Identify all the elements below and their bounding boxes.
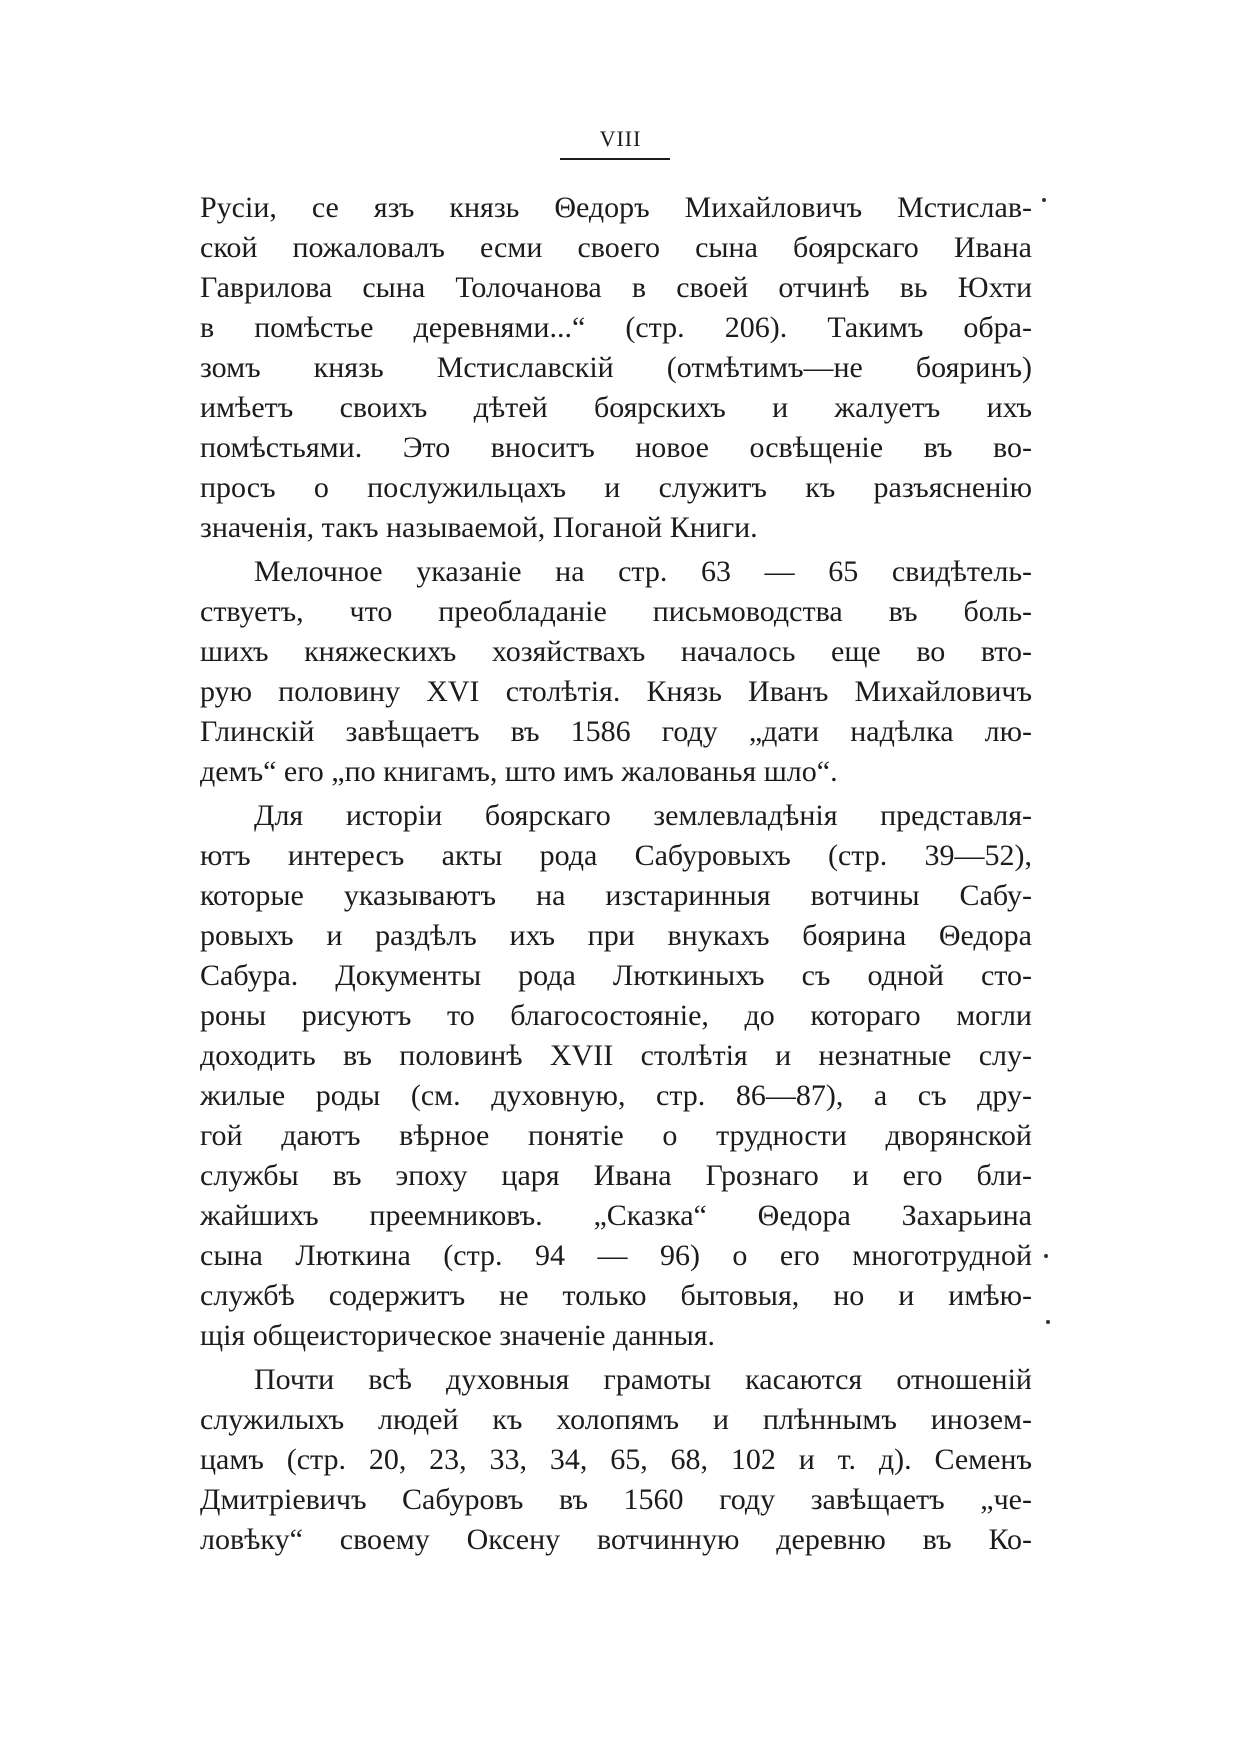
text-line: Дмитрiевичъ Сабуровъ въ 1560 году завѣщаетъ „че- xyxy=(200,1483,1032,1516)
text-line: Для исторiи боярскаго землевладѣнiя представля- xyxy=(254,799,1032,832)
text-line: просъ о послужильцахъ и служитъ къ разъясненiю xyxy=(200,471,1032,504)
text-line: щiя общеисторическое значенiе данныя. xyxy=(200,1319,716,1352)
text-line: служилыхъ людей къ холопямъ и плѣннымъ инозем- xyxy=(200,1403,1032,1436)
text-line: службы въ эпоху царя Ивана Грознаго и его бли- xyxy=(200,1159,1032,1192)
text-line: ствуетъ, что преобладанiе письмоводства въ боль- xyxy=(200,595,1032,628)
text-line: Сабура. Документы рода Люткиныхъ съ одной сто- xyxy=(200,959,1032,992)
text-line: роны рисуютъ то благосостоянiе, до котораго могли xyxy=(200,999,1032,1032)
text-line: службѣ содержитъ не только бытовыя, но и имѣю- xyxy=(200,1279,1032,1312)
text-line: жайшихъ преемниковъ. „Сказка“ Θедора Захарьина xyxy=(200,1199,1032,1232)
text-line: ловѣку“ своему Оксену вотчинную деревню въ Ко- xyxy=(200,1523,1032,1556)
page-number-rule xyxy=(560,158,670,160)
text-line: помѣстьями. Это вноситъ новое освѣщенiе въ во- xyxy=(200,431,1032,464)
text-line: рую половину XVI столѣтiя. Князь Иванъ Михайловичъ xyxy=(200,675,1032,708)
text-line: значенiя, такъ называемой, Поганой Книги. xyxy=(200,511,758,544)
text-line: ютъ интересъ акты рода Сабуровыхъ (стр. 39—52), xyxy=(200,839,1032,872)
text-line: Глинскiй завѣщаетъ въ 1586 году „дати надѣлка лю- xyxy=(200,715,1032,748)
body-text xyxy=(200,188,1032,1564)
text-line: цамъ (стр. 20, 23, 33, 34, 65, 68, 102 и т. д). Семенъ xyxy=(200,1443,1032,1476)
text-line: Гаврилова сына Толочанова в своей отчинѣ вь Юхти xyxy=(200,271,1032,304)
scan-speck xyxy=(1046,1320,1050,1324)
text-line: Почти всѣ духовныя грамоты касаются отношенiй xyxy=(254,1363,1032,1396)
scan-speck xyxy=(1042,198,1046,202)
text-line: которые указываютъ на изстаринныя вотчины Сабу- xyxy=(200,879,1032,912)
text-line: в помѣстье деревнями...“ (стр. 206). Такимъ обра- xyxy=(200,311,1032,344)
text-line: ровыхъ и раздѣлъ ихъ при внукахъ боярина Θедора xyxy=(200,919,1032,952)
text-line: шихъ княжескихъ хозяйствахъ началось еще во вто- xyxy=(200,635,1032,668)
text-line: зомъ князь Мстиславскiй (отмѣтимъ—не бояринъ) xyxy=(200,351,1032,384)
text-line: имѣетъ своихъ дѣтей боярскихъ и жалуетъ ихъ xyxy=(200,391,1032,424)
paragraph-3 xyxy=(200,796,1032,1356)
text-line: гой даютъ вѣрное понятiе о трудности дворянской xyxy=(200,1119,1032,1152)
text-line: доходить въ половинѣ XVII столѣтiя и незнатные слу- xyxy=(200,1039,1032,1072)
text-line: Русiи, се язъ князь Θедоръ Михайловичъ Мстислав- xyxy=(200,191,1032,224)
text-line: жилые роды (см. духовную, стр. 86—87), а съ дру- xyxy=(200,1079,1032,1112)
text-line: демъ“ его „по книгамъ, што имъ жалованья шло“. xyxy=(200,755,838,788)
text-line: сына Люткина (стр. 94 — 96) о его многотрудной xyxy=(200,1239,1032,1272)
scan-speck xyxy=(1044,1254,1048,1258)
text-line: Мелочное указанiе на стр. 63 — 65 свидѣтель- xyxy=(254,555,1032,588)
text-line: ской пожаловалъ есми своего сына боярскаго Ивана xyxy=(200,231,1032,264)
page-number: VIII xyxy=(599,126,642,151)
paragraph-4 xyxy=(200,1360,1032,1560)
paragraph-1 xyxy=(200,188,1032,548)
paragraph-2 xyxy=(200,552,1032,792)
